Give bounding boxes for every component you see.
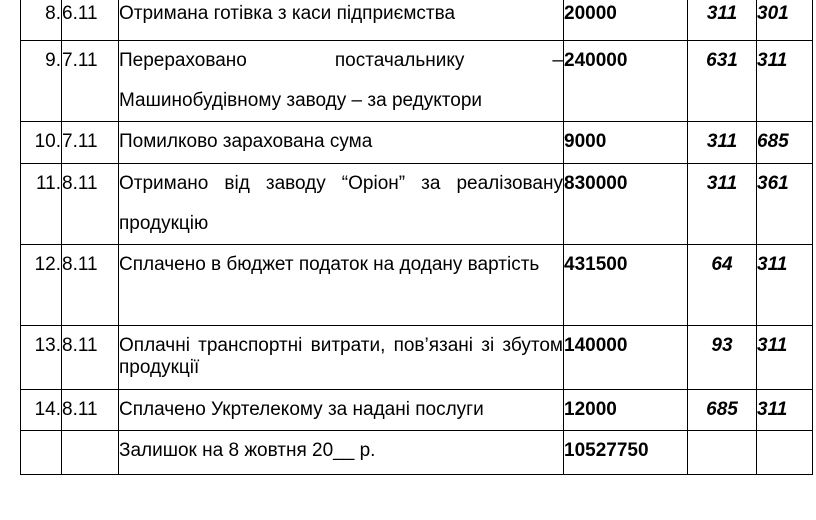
row-date: 8.11	[62, 390, 119, 431]
row-date: 8.11	[62, 326, 119, 390]
row-amount: 140000	[564, 326, 688, 390]
balance-credit-cell	[757, 431, 813, 475]
balance-number-cell	[21, 431, 62, 475]
table-row	[21, 41, 813, 122]
row-debit-account: 631	[688, 41, 757, 122]
balance-amount: 10527750	[564, 431, 688, 475]
transactions-table	[20, 0, 813, 475]
row-date: 7.11	[62, 122, 119, 164]
table-row	[21, 245, 813, 326]
row-credit-account: 301	[757, 0, 813, 41]
row-description: Оплачні транспортні витрати, пов’язані зі збутом продукції	[119, 326, 564, 390]
row-description: Отримана готівка з каси підприємства	[119, 0, 564, 41]
row-debit-account: 311	[688, 164, 757, 245]
table-row	[21, 122, 813, 164]
row-number: 8.	[21, 0, 62, 41]
row-amount: 240000	[564, 41, 688, 122]
row-debit-account: 93	[688, 326, 757, 390]
row-description: Сплачено Укртелекому за надані послуги	[119, 390, 564, 431]
row-number: 12.	[21, 245, 62, 326]
row-debit-account: 64	[688, 245, 757, 326]
row-date: 8.11	[62, 164, 119, 245]
row-description: Помилково зарахована сума	[119, 122, 564, 164]
table-row	[21, 326, 813, 390]
row-number: 14.	[21, 390, 62, 431]
row-date: 6.11	[62, 0, 119, 41]
row-credit-account: 311	[757, 390, 813, 431]
table-row	[21, 390, 813, 431]
table-row	[21, 164, 813, 245]
row-number: 11.	[21, 164, 62, 245]
row-amount: 431500	[564, 245, 688, 326]
row-amount: 830000	[564, 164, 688, 245]
row-credit-account: 311	[757, 245, 813, 326]
row-description: Отримано від заводу “Оріон” за реалізовану продукцію	[119, 164, 564, 245]
row-credit-account: 311	[757, 326, 813, 390]
balance-date-cell	[62, 431, 119, 475]
row-credit-account: 361	[757, 164, 813, 245]
table-row	[21, 0, 813, 41]
row-number: 9.	[21, 41, 62, 122]
row-description: Сплачено в бюджет податок на додану вартість	[119, 245, 564, 326]
row-date: 7.11	[62, 41, 119, 122]
row-credit-account: 311	[757, 41, 813, 122]
row-number: 13.	[21, 326, 62, 390]
row-amount: 12000	[564, 390, 688, 431]
balance-debit-cell	[688, 431, 757, 475]
row-number: 10.	[21, 122, 62, 164]
row-debit-account: 685	[688, 390, 757, 431]
row-amount: 20000	[564, 0, 688, 41]
balance-label: Залишок на 8 жовтня 20__ р.	[119, 431, 564, 475]
row-date: 8.11	[62, 245, 119, 326]
balance-row	[21, 431, 813, 475]
row-amount: 9000	[564, 122, 688, 164]
row-debit-account: 311	[688, 0, 757, 41]
row-credit-account: 685	[757, 122, 813, 164]
row-debit-account: 311	[688, 122, 757, 164]
row-description: Перераховано постачальнику – Машинобудівному заводу – за редуктори	[119, 41, 564, 122]
